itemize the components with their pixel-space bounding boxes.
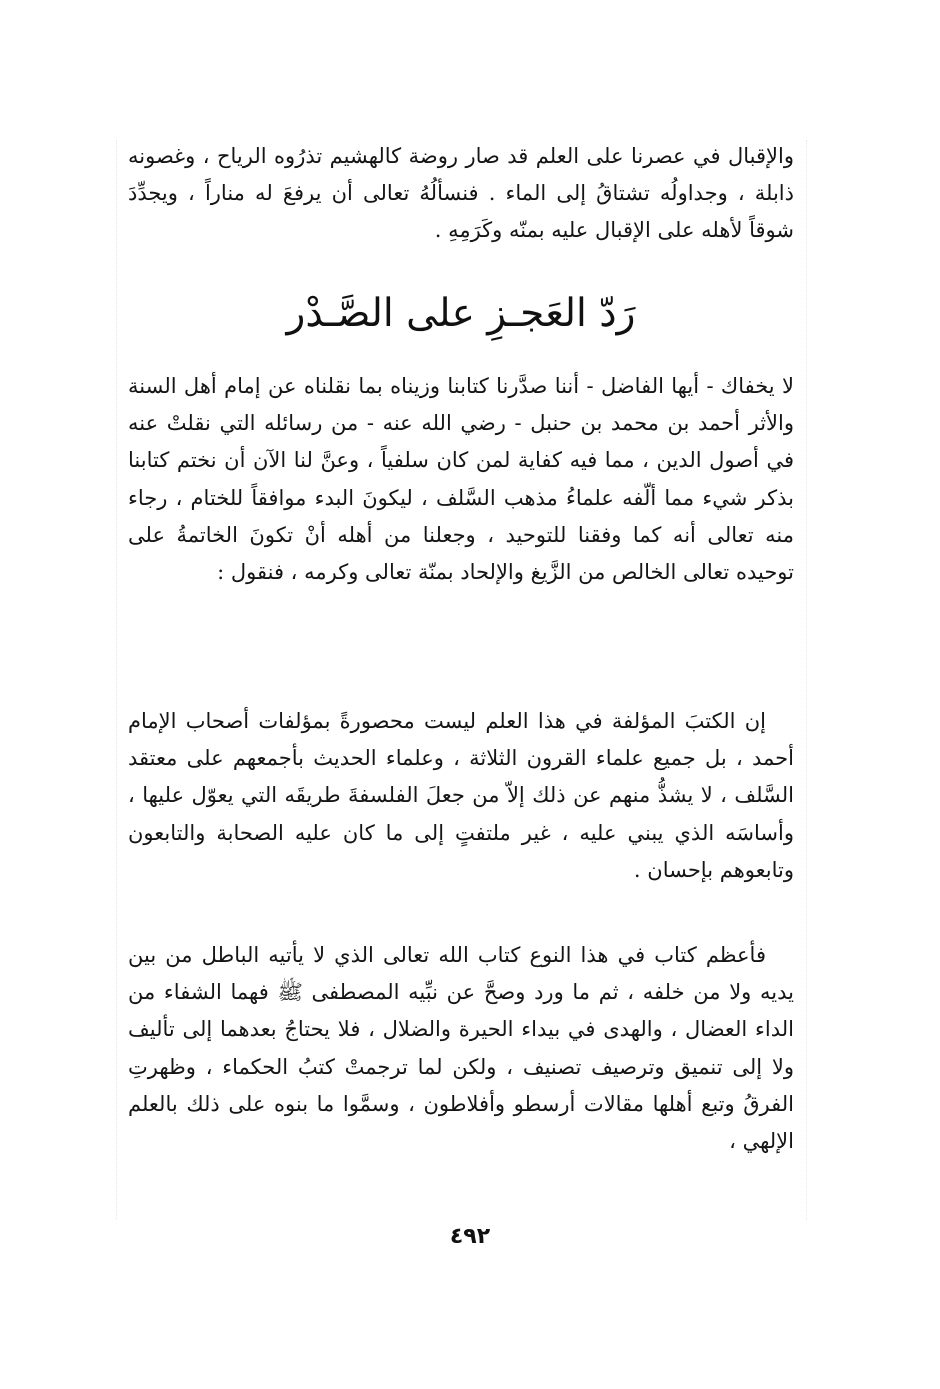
- paragraph-greatest-book: فأعظم كتاب في هذا النوع كتاب الله تعالى الذي لا يأتيه الباطل من بين يديه ولا من خلفه ، ثم ما ورد وصحَّ عن نبِّيه المصطفى ﷺ فهما الشفاء من الداء العضال ، والهدى في بيداء الحيرة والضلال ، فلا يحتاجُ بعدهما إلى تأليف ولا إلى تنميق وترصيف تصنيف ، ولكن لما ترجمتْ كتبُ الحكماء ، وظهرتِ الفرقُ وتبع أهلها مقالات أرسطو وأفلاطون ، وسمَّوا ما بنوه على ذلك بالعلم الإلهي ،: [128, 943, 794, 1154]
- margin-speckle-left: [116, 140, 117, 1220]
- paragraph-introduction: لا يخفاك - أيها الفاضل - أننا صدَّرنا كتابنا وزيناه بما نقلناه عن إمام أهل السنة والأثر أحمد بن محمد بن حنبل - رضي الله عنه - من رسائله التي نقلتْ عنه في أصول الدين ، مما فيه كفاية لمن كان سلفياً ، وعنَّ لنا الآن أن نختم كتابنا بذكر شيء مما ألّفه علماءُ مذهب السَّلف ، ليكونَ البدء موافقاً للختام ، رجاء منه تعالى أنه كما وفقنا للتوحيد ، وجعلنا من أهله أنْ تكونَ الخاتمةُ على توحيده تعالى الخالص من الزَّيغ والإلحاد بمنّة تعالى وكرمه ، فنقول :: [128, 374, 794, 585]
- paragraph-closing-previous-section: والإقبال في عصرنا على العلم قد صار روضة كالهشيم تذرُوه الرياح ، وغصونه ذابلة ، وجداولُه تشتاقُ إلى الماء . فنسألُهُ تعالى أن يرفعَ له مناراً ، ويجدِّدَ شوقاً لأهله على الإقبال عليه بمنّه وكَرَمِهِ .: [128, 144, 794, 243]
- paragraph-books-of-salaf: إن الكتبَ المؤلفة في هذا العلم ليست محصورةً بمؤلفات أصحاب الإمام أحمد ، بل جميع علماء القرون الثلاثة ، وعلماء الحديث بأجمعهم على معتقد السَّلف ، لا يشذُّ منهم عن ذلك إلاّ من جعلَ الفلسفةَ طريقَه التي يعوّل عليها ، وأساسَه الذي يبني عليه ، غير ملتفتٍ إلى ما كان عليه الصحابة والتابعون وتابعوهم بإحسان .: [128, 709, 794, 882]
- page-number: ٤٩٢: [449, 1224, 491, 1249]
- margin-speckle-right: [806, 140, 807, 1220]
- section-heading: رَدّ العَجـزِ على الصَّـدْر: [286, 291, 636, 336]
